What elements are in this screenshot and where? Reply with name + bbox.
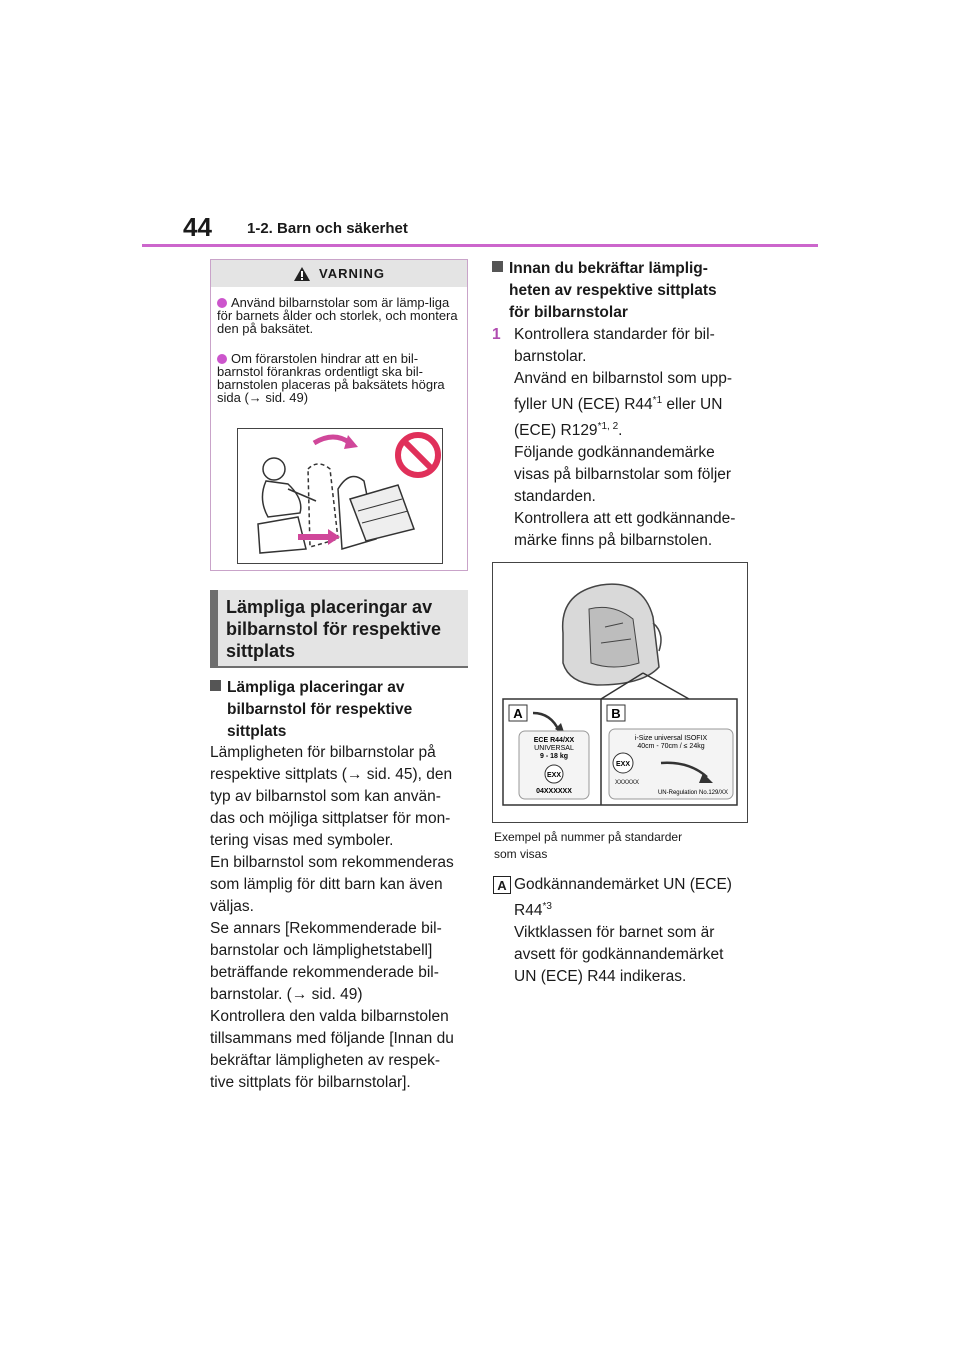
step-number: 1 [492,326,501,343]
label-a-box: A [493,876,511,894]
section-heading-box [210,590,468,668]
heading-line: sittplats [226,641,296,661]
square-bullet-icon [210,680,221,691]
warning-bullet: Om förarstolen hindrar att en bil-barnstol förankras ordentligt ska bil-barnstolen placeras på baksätets högra sida (→ sid. 49) [217,351,445,405]
step-1: 1 Kontrollera standarder för bil- barnstolar. Använd en bilbarnstol som upp- fyller UN (ECE) R44$^{*1}$ eller UN (ECE) R129$^{*1, 2}$. Följande godkännandemärke visas på bilbarnstolar som följer standarden. Kontrollera att ett godkännande- märke finns på bilbarnstolen. [492,326,736,549]
figure-label-b: B [611,706,621,721]
figure-label-a: A [513,706,523,721]
header-rule [142,244,818,247]
page-number: 44 [183,212,212,242]
b-size-line: 40cm - 70cm / ≤ 24kg [637,743,705,750]
warning-title: VARNING [319,266,385,281]
bullet-dot-icon [217,298,227,308]
a-e-mark: EXX [546,772,562,779]
child-seat-illustration [563,584,661,685]
a-weight-line: 9 - 18 kg [539,753,569,760]
label-a-text: Godkännandemärket UN (ECE) R44$^{*3}$ Viktklassen för barnet som är avsett för godkännandemärket UN (ECE) R44 indikeras. [514,876,732,985]
b-regulation: UN-Regulation No.129/XX [657,790,729,796]
b-number: XXXXXX [614,780,640,786]
warning-bullet: Använd bilbarnstolar som är lämp-liga för barnets ålder och storlek, och montera den på baksätet. [217,295,458,336]
right-subheading: Innan du bekräftar lämplig- heten av respektive sittplats för bilbarnstolar [492,258,752,324]
square-bullet-icon [492,261,503,272]
warning-header [211,260,467,287]
figure-caption: Exempel på nummer på standarder som visas [494,830,683,861]
a-number: 04XXXXXX [536,788,572,795]
warning-box [210,259,468,571]
b-title-line: i-Size universal ISOFIX [634,735,708,742]
b-e-mark: EXX [615,761,631,768]
warning-triangle-icon [293,266,311,282]
heading-line: bilbarnstol för respektive [226,619,442,639]
bullet-dot-icon [217,354,227,364]
left-body-text: Lämpligheten för bilbarnstolar på respektive sittplats (→ sid. 45), den typ av bilbarnstol som kan använ- das och möjliga sittplatser för mon- tering visas med symboler. En bilbarnstol som rekommenderas som lämplig för ditt barn kan även väljas. Se annars [Rekommenderade bil- barnstolar och lämplighetstabell] beträffande rekommenderade bil- barnstolar. (→ sid. 49) Kontrollera den valda bilbarnstolen tillsammans med följande [Innan du bekräftar lämpligheten av respek- tive sittplats för bilbarnstolar]. [210,744,454,1091]
section-title: 1-2. Barn och säkerhet [247,220,408,237]
approval-mark-figure [492,562,748,823]
left-subheading: Lämpliga placeringar av bilbarnstol för respektive sittplats [210,677,468,743]
heading-line: Lämpliga placeringar av [226,597,433,617]
prohibited-seat-illustration [237,428,443,564]
a-universal-line: UNIVERSAL [534,745,574,752]
a-standard-line: ECE R44/XX [533,737,575,744]
